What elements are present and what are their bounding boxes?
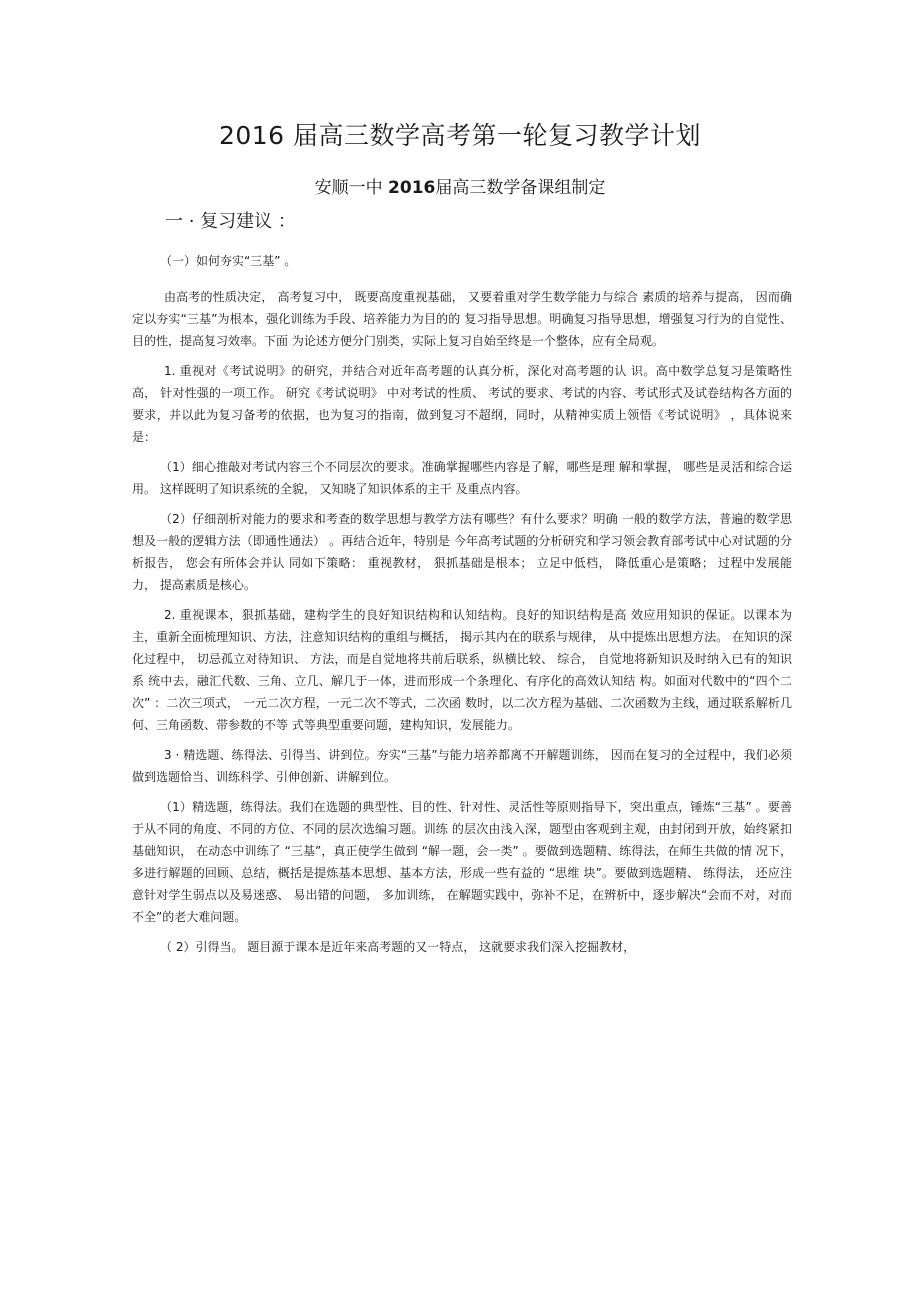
- paragraph-point-1-2: （2）仔细剖析对能力的要求和考查的数学思想与教学方法有哪些？有什么要求？明确 一般的数学方法，普遍的数学思想及一般的逻辑方法（即通性通法） 。再结合近年，特别是 今年高考试题的分析研究和学习领会教育部考试中心对试题的分析报告， 您会有所体会并认 同如下策略： 重视教材， 狠抓基础是根本； 立足中低档， 降低重心是策略； 过程中发展能力， 提高素质是核心。: [132, 512, 792, 592]
- paragraph-intro: 由高考的性质决定， 高考复习中， 既要高度重视基础， 又要着重对学生数学能力与综合 素质的培养与提高， 因而确定以夯实“三基”为根本，强化训练为手段、培养能力为目的的 复习指导思想。明确复习指导思想，增强复习行为的自觉性、目的性，提高复习效率。下面 为论述方便分门别类，实际上复习自始至终是一个整体，应有全局观。: [132, 290, 792, 348]
- document-body: [132, 250, 792, 966]
- document-subtitle: [0, 173, 920, 198]
- paragraph-point-2: 2. 重视课本，狠抓基础，建构学生的良好知识结构和认知结构。良好的知识结构是高 效应用知识的保证。以课本为主，重新全面梳理知识、方法，注意知识结构的重组与概括， 揭示其内在的联系与规律， 从中提炼出思想方法。 在知识的深化过程中， 切忌孤立对待知识、 方法，而是自觉地将共前后联系，纵横比较、 综合， 自觉地将新知识及时纳入已有的知识系 统中去，融汇代数、三角、立几、解几于一体，进而形成一个条理化、有序化的高效认知结 构。如面对代数中的“四个二次” ：二次三项式， 一元二次方程，一元二次不等式，二次函 数时，以二次方程为基础、二次函数为主线，通过联系解析几何、三角函数、带参数的不等 式等典型重要问题，建构知识，发展能力。: [132, 608, 792, 732]
- section-heading: 一 · 复习建议 ：: [165, 211, 296, 232]
- paragraph-point-3-1: （1）精选题，练得法。我们在选题的典型性、目的性、针对性、灵活性等原则指导下，突出重点，锤炼“三基” 。要善于从不同的角度、不同的方位、不同的层次选编习题。训练 的层次由浅入深，题型由客观到主观，由封闭到开放，始终紧扣基础知识， 在动态中训练了 “三基”，真正使学生做到 “解一题，会一类” 。要做到选题精、练得法，在师生共做的情 况下，多进行解题的回顾、总结，概括是提炼基本思想、基本方法，形成一些有益的 “思维 块”。要做到选题精、 练得法， 还应注意针对学生弱点以及易迷惑、 易出错的问题， 多加训练， 在解题实践中，弥补不足，在辨析中，逐步解决“会而不对，对而不全”的老大难问题。: [132, 800, 792, 924]
- subtitle-school: 安顺一中: [314, 178, 383, 198]
- subtitle-year: 2016: [388, 178, 436, 198]
- document-title: 2016 届高三数学高考第一轮复习教学计划: [218, 121, 702, 150]
- paragraph-point-3: 3 · 精选题、练得法、引得当、讲到位。夯实“三基”与能力培养都离不开解题训练， 因而在复习的全过程中，我们必须做到选题恰当、训练科学、引伸创新、讲解到位。: [132, 748, 792, 784]
- paragraph-point-1: 1. 重视对《考试说明》的研究，并结合对近年高考题的认真分析，深化对高考题的认 识。高中数学总复习是策略性高， 针对性强的一项工作。 研究《考试说明》 中对考试的性质、 考试的要求、考试的内容、考试形式及试卷结构各方面的要求，并以此为复习备考的依据，也为复习的指南，做到复习不超纲，同时，从精神实质上领悟《考试说明》 ，具体说来是：: [132, 364, 792, 444]
- paragraph-point-3-2: （ 2）引得当。 题目源于课本是近年来高考题的又一特点， 这就要求我们深入挖掘教材，: [160, 940, 636, 954]
- paragraph-point-1-1: （1）细心推敲对考试内容三个不同层次的要求。准确掌握哪些内容是了解，哪些是理 解和掌握， 哪些是灵活和综合运用。 这样既明了知识系统的全貌， 又知晓了知识体系的主干 及重点内容。: [132, 460, 792, 496]
- subsection-heading: （一）如何夯实“三基” 。: [160, 254, 297, 268]
- subtitle-rest: 届高三数学备课组制定: [435, 178, 606, 198]
